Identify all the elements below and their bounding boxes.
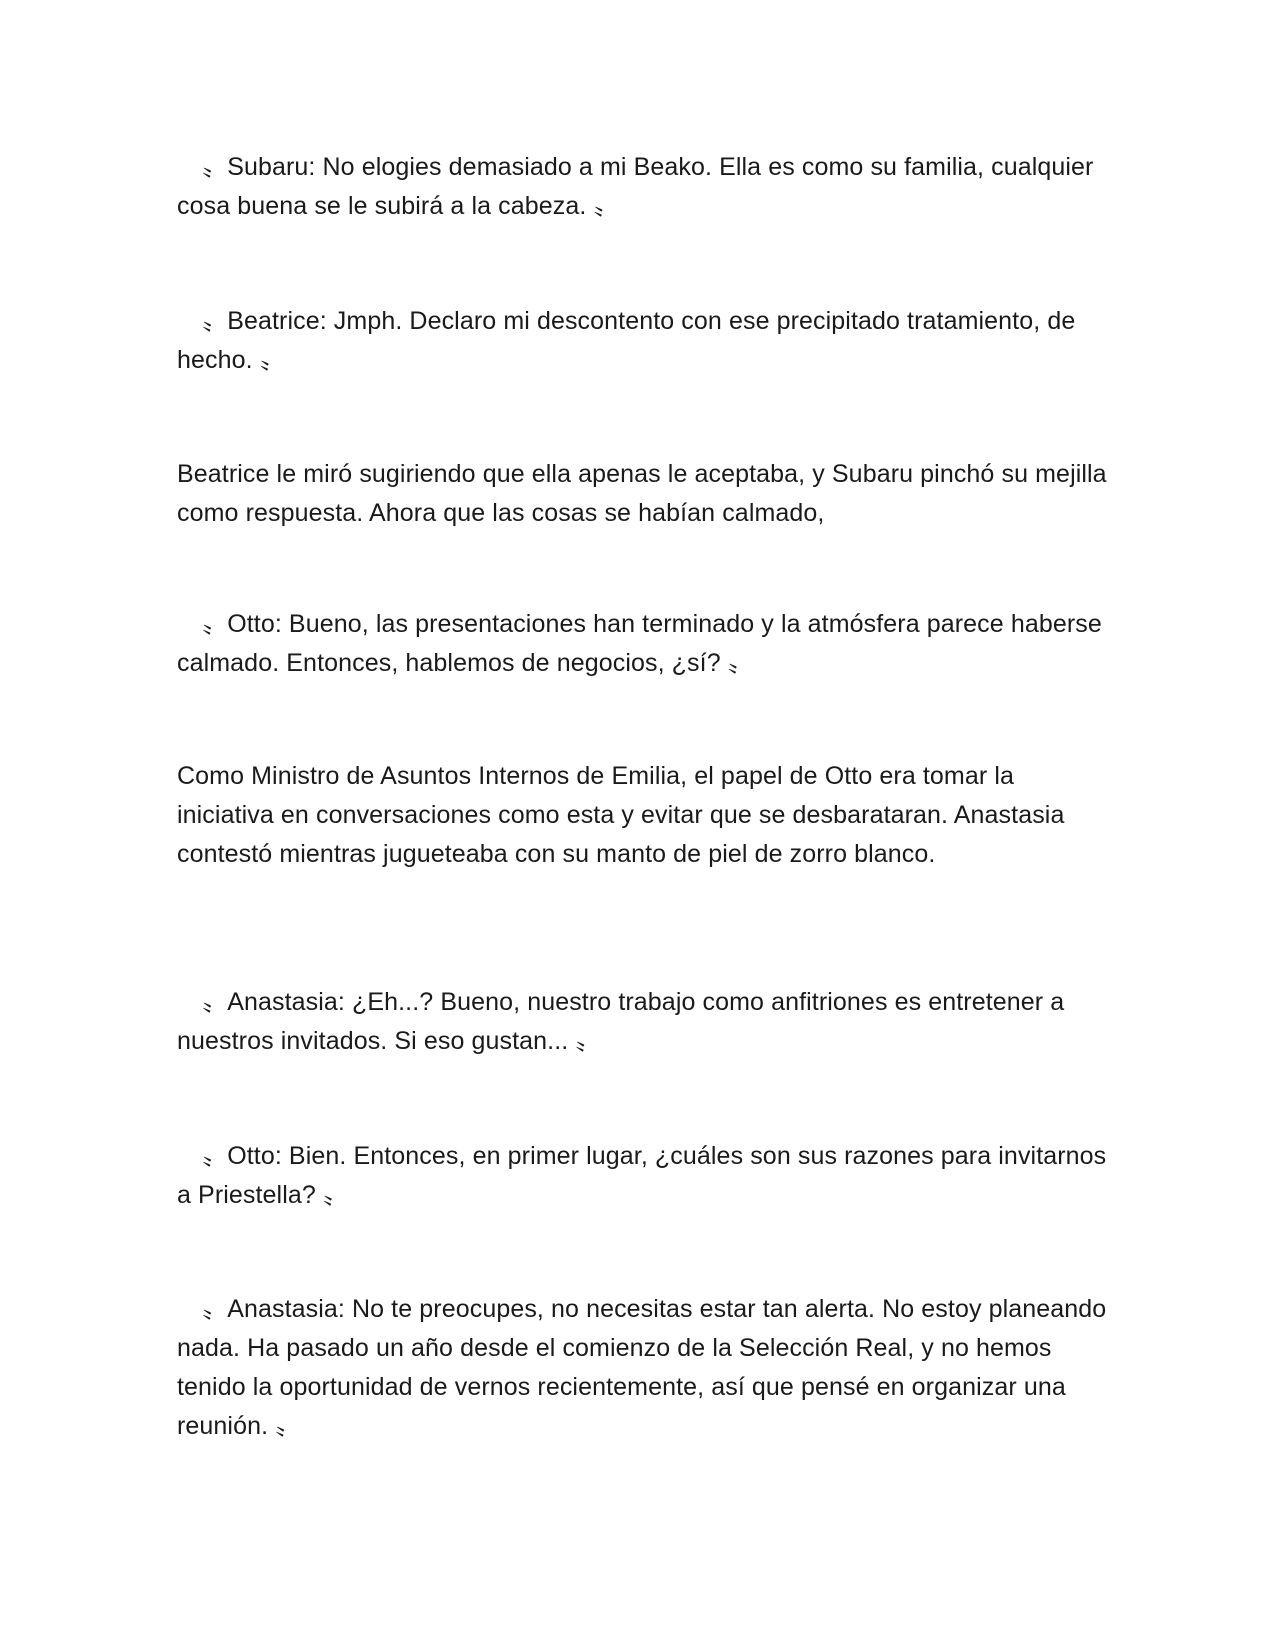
dialogue-anastasia: 〟Anastasia: No te preocupes, no necesitas estar tan alerta. No estoy planeando nada. Ha pasado un año desde el comienzo de la Selección Real, y no hemos tenido la oportunidad de vernos recientemente, así que pensé en organizar una reunión. 〟 <box>177 1295 1107 1440</box>
dialogue-anastasia: 〟Anastasia: ¿Eh...? Bueno, nuestro trabajo como anfitriones es entretener a nuestros invitados. Si eso gustan... 〟 <box>177 988 1065 1055</box>
dialogue-otto: 〟Otto: Bueno, las presentaciones han terminado y la atmósfera parece haberse calmado. Entonces, hablemos de negocios, ¿sí? 〟 <box>177 610 1102 677</box>
dialogue-otto: 〟Otto: Bien. Entonces, en primer lugar, ¿cuáles son sus razones para invitarnos a Priestella? 〟 <box>177 1142 1107 1209</box>
narration-paragraph: Como Ministro de Asuntos Internos de Emilia, el papel de Otto era tomar la iniciativa en conversaciones como esta y evitar que se desbarataran. Anastasia contestó mientras jugueteaba con su manto de piel de zorro blanco. <box>177 762 1065 868</box>
dialogue-beatrice: 〟Beatrice: Jmph. Declaro mi descontento con ese precipitado tratamiento, de hecho. 〟 <box>177 307 1076 374</box>
narration-paragraph: Beatrice le miró sugiriendo que ella apenas le aceptaba, y Subaru pinchó su mejilla como respuesta. Ahora que las cosas se habían calmado, <box>177 460 1107 527</box>
dialogue-subaru: 〟Subaru: No elogies demasiado a mi Beako. Ella es como su familia, cualquier cosa buena se le subirá a la cabeza. 〟 <box>177 153 1094 220</box>
